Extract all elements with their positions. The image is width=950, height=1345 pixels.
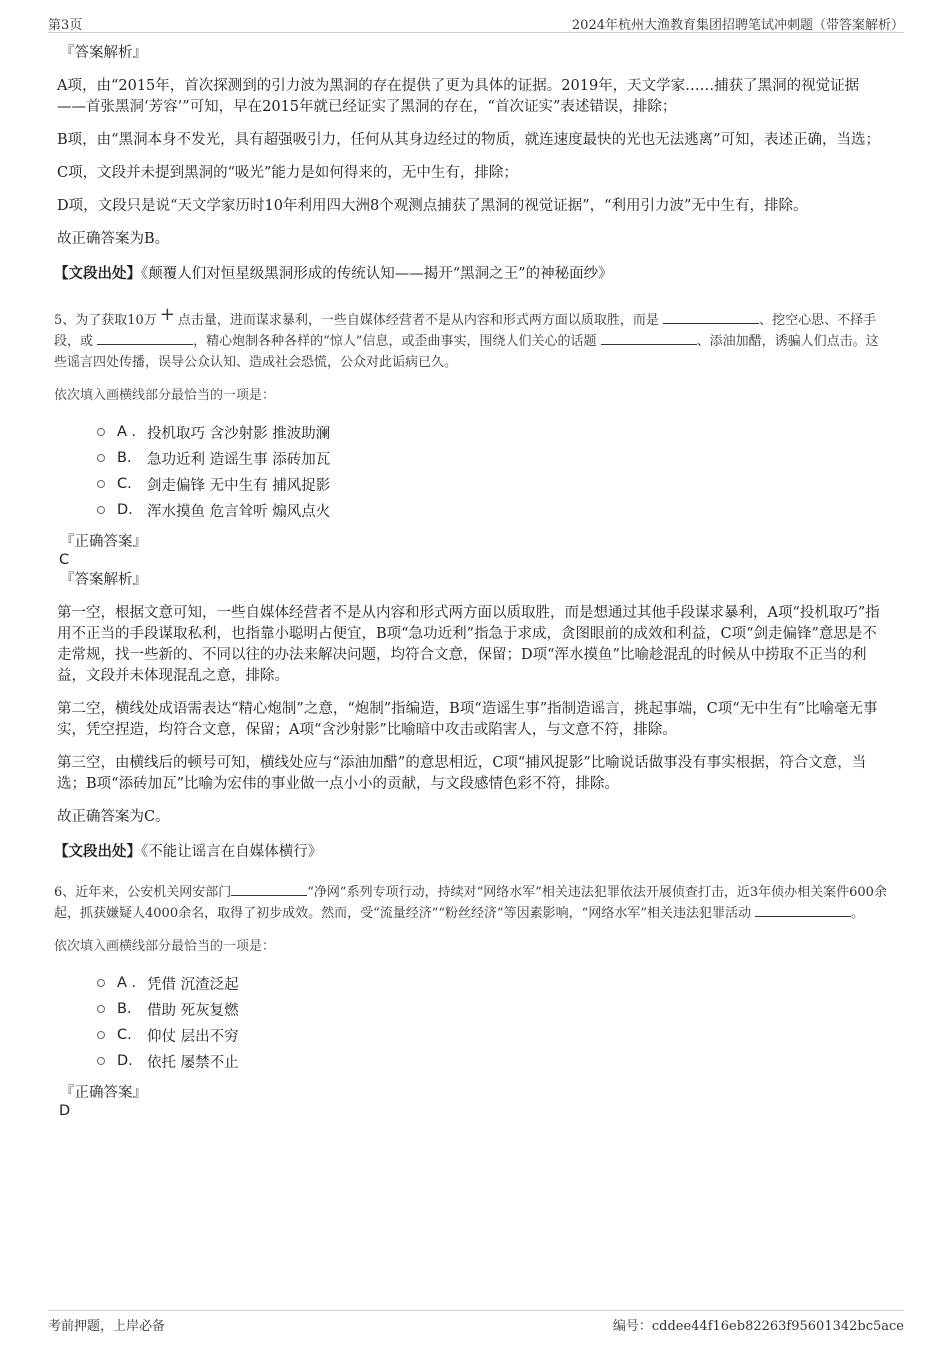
answer-conclusion: 故正确答案为C。 <box>57 809 170 825</box>
radio-icon[interactable] <box>97 428 105 436</box>
option-key: B. <box>117 450 132 466</box>
fill-blank <box>97 332 193 345</box>
option-a[interactable] <box>97 970 887 996</box>
option-b[interactable] <box>97 445 887 471</box>
option-key: D. <box>117 502 133 518</box>
radio-icon[interactable] <box>97 1005 105 1013</box>
question-6-stem <box>54 882 887 924</box>
option-text: 投机取巧 含沙射影 推波助澜 <box>147 425 331 442</box>
question-text: 6、近年来，公安机关网安部门 <box>54 885 232 900</box>
question-prompt: 依次填入画横线部分最恰当的一项是： <box>54 939 276 954</box>
footer-slogan: 考前押题，上岸必备 <box>48 1319 166 1334</box>
question-text: ，精心炮制各种各样的“惊人”信息，或歪曲事实，围绕人们关心的话题 <box>193 334 597 349</box>
option-text: 依托 屡禁不止 <box>147 1054 239 1071</box>
radio-icon[interactable] <box>97 506 105 514</box>
question-prompt: 依次填入画横线部分最恰当的一项是： <box>54 388 276 403</box>
document-title: 2024年杭州大渔教育集团招聘笔试冲刺题（带答案解析） <box>571 18 904 33</box>
page-number: 第3页 <box>48 18 83 33</box>
fill-blank <box>231 883 307 896</box>
analysis-paragraph: C项，文段并未提到黑洞的“吸光”能力是如何得来的，无中生有，排除； <box>57 165 518 181</box>
radio-icon[interactable] <box>97 1057 105 1065</box>
option-c[interactable] <box>97 1022 887 1048</box>
question-text: 。 <box>851 906 865 921</box>
page-header <box>48 10 904 33</box>
document-id: 编号：cddee44f16eb82263f95601342bc5ace <box>612 1319 904 1334</box>
option-key: D. <box>117 1053 133 1069</box>
analysis-paragraph: 第二空，横线处成语需表达“精心炮制”之意，“炮制”指编造，B项“造谣生事”指制造谣言，挑起事端，C项“无中生有”比喻毫无事实，凭空捏造，均符合文意，保留；A项“含沙射影”比喻暗中攻击或陷害人，与文意不符，排除。 <box>57 701 878 738</box>
source-label: 【文段出处】 <box>54 843 141 860</box>
question-text: 5、为了获取10万 <box>54 313 157 328</box>
question-text: “净网”系列专项行动，持续对“网络水军”相关违法犯罪依法开展侦查打击，近3年侦办相关案件600余起，抓获嫌疑人4000余名，取得了初步成效。然而，受“流量经济”“粉丝经济”等因素影响，“网络水军”相关违法犯罪活动 <box>54 885 887 921</box>
option-text: 浑水摸鱼 危言耸听 煽风点火 <box>147 503 331 520</box>
source-citation <box>54 264 887 284</box>
option-c[interactable] <box>97 471 887 497</box>
analysis-paragraph: 第三空，由横线后的顿号可知，横线处应与“添油加醋”的意思相近，C项“捕风捉影”比喻说话做事没有事实根据，符合文意，当选；B项“添砖加瓦”比喻为宏伟的事业做一点小小的贡献，与文段感情色彩不符，排除。 <box>57 755 867 792</box>
option-text: 仰仗 层出不穷 <box>147 1028 239 1045</box>
option-b[interactable] <box>97 996 887 1022</box>
question-text: 、挖空心思、不择手段，或 <box>54 313 877 349</box>
question-6-options <box>97 970 887 1074</box>
option-key: A . <box>117 424 137 440</box>
option-text: 借助 死灰复燃 <box>147 1002 239 1019</box>
option-key: C. <box>117 1027 132 1043</box>
option-d[interactable] <box>97 1048 887 1074</box>
radio-icon[interactable] <box>97 480 105 488</box>
option-a[interactable] <box>97 419 887 445</box>
source-text: 《颠覆人们对恒星级黑洞形成的传统认知——揭开“黑洞之王”的神秘面纱》 <box>141 266 613 282</box>
radio-icon[interactable] <box>97 979 105 987</box>
analysis-paragraph: A项，由“2015年，首次探测到的引力波为黑洞的存在提供了更为具体的证据。2019年，天文学家……捕获了黑洞的视觉证据——首张黑洞‘芳容’”可知，早在2015年就已经证实了黑洞的存在，“首次证实”表述错误，排除； <box>57 78 860 115</box>
option-text: 剑走偏锋 无中生有 捕风捉影 <box>147 477 331 494</box>
fill-blank <box>663 311 759 324</box>
page-content <box>54 44 887 1122</box>
plus-sign: + <box>159 304 175 325</box>
option-d[interactable] <box>97 497 887 523</box>
answer-conclusion: 故正确答案为B。 <box>57 231 170 247</box>
radio-icon[interactable] <box>97 1031 105 1039</box>
source-text: 《不能让谣言在自媒体横行》 <box>141 844 323 860</box>
analysis-paragraph: B项，由“黑洞本身不发光，具有超强吸引力，任何从其身边经过的物质，就连速度最快的光也无法逃离”可知，表述正确，当选； <box>57 132 880 148</box>
question-text: 点击量，进而谋求暴利，一些自媒体经营者不是从内容和形式两方面以质取胜，而是 <box>177 313 659 328</box>
analysis-paragraph: D项，文段只是说“天文学家历时10年利用四大洲8个观测点捕获了黑洞的视觉证据”，“利用引力波”无中生有，排除。 <box>57 198 808 214</box>
correct-answer: D <box>59 1103 71 1119</box>
source-citation <box>54 842 887 862</box>
question-5-stem <box>54 304 887 373</box>
correct-answer-label: 『正确答案』 <box>60 1085 147 1101</box>
option-key: C. <box>117 476 132 492</box>
correct-answer-label: 『正确答案』 <box>60 534 147 550</box>
radio-icon[interactable] <box>97 454 105 462</box>
correct-answer: C <box>59 552 70 568</box>
fill-blank <box>601 332 697 345</box>
question-5-options <box>97 419 887 523</box>
analysis-paragraph: 第一空，根据文意可知，一些自媒体经营者不是从内容和形式两方面以质取胜，而是想通过其他手段谋求暴利，A项“投机取巧”指用不正当的手段谋取私利，也指靠小聪明占便宜，B项“急功近利”指急于求成，贪图眼前的成效和利益，C项“剑走偏锋”意思是不走常规，找一些新的、不同以往的办法来解决问题，均符合文意，保留；D项“浑水摸鱼”比喻趁混乱的时候从中捞取不正当的利益，文段并未体现混乱之意，排除。 <box>57 605 880 684</box>
analysis-label: 『答案解析』 <box>60 572 147 588</box>
option-key: A . <box>117 975 137 991</box>
analysis-label: 『答案解析』 <box>60 45 147 61</box>
question-text: 、添油加醋，诱骗人们点击。这些谣言四处传播，误导公众认知、造成社会恐慌，公众对此诟病已久。 <box>54 334 879 370</box>
page-footer <box>48 1310 904 1335</box>
option-text: 急功近利 造谣生事 添砖加瓦 <box>147 451 331 468</box>
option-key: B. <box>117 1001 132 1017</box>
fill-blank <box>755 904 851 917</box>
option-text: 凭借 沉渣泛起 <box>147 976 239 993</box>
source-label: 【文段出处】 <box>54 265 141 282</box>
